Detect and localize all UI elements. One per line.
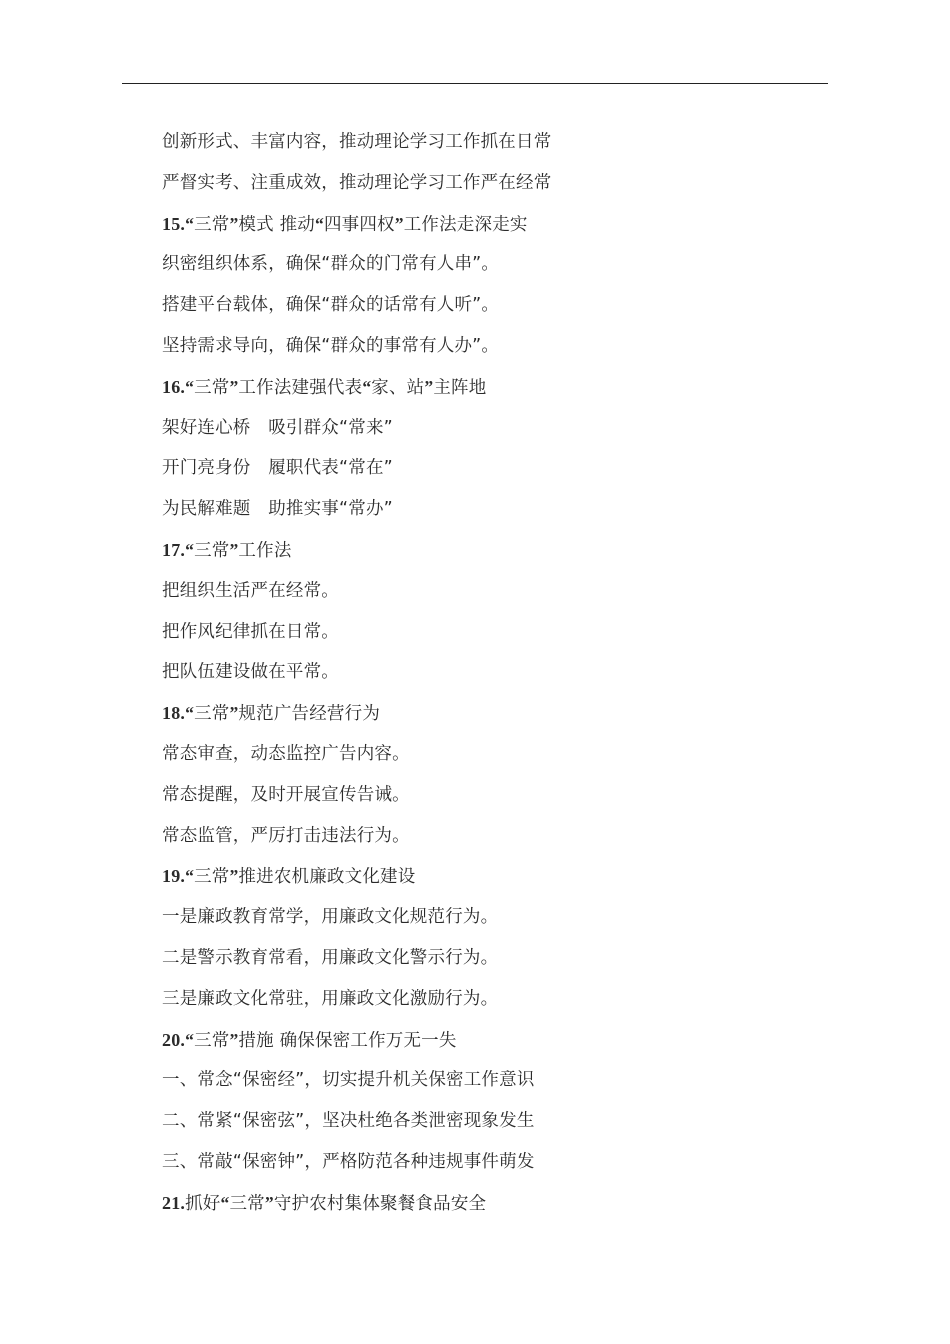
heading-text: 三常 <box>194 867 230 888</box>
heading-number: 18. <box>162 703 186 724</box>
quote-mark: “ <box>185 539 195 560</box>
body-line: 坚持需求导向，确保“群众的事常有人办”。 <box>162 335 500 356</box>
quote-mark: “ <box>185 1029 195 1050</box>
heading-number: 19. <box>162 866 186 887</box>
quote-mark: ” <box>229 539 239 560</box>
body-line: 二是警示教育常看，用廉政文化警示行为。 <box>162 947 499 968</box>
heading-text: 主阵地 <box>433 377 487 398</box>
quote-mark: “ <box>185 376 195 397</box>
body-line: 把队伍建设做在平常。 <box>162 662 339 683</box>
heading-text: 三常 <box>229 1193 265 1214</box>
section-heading <box>162 1183 842 1224</box>
heading-number: 15. <box>162 213 186 234</box>
heading-text: 三常 <box>194 540 230 561</box>
quote-mark: ” <box>264 1192 274 1213</box>
quote-mark: ” <box>229 376 239 397</box>
body-line: 把组织生活严在经常。 <box>162 580 339 601</box>
body-line: 创新形式、丰富内容，推动理论学习工作抓在日常 <box>162 132 552 152</box>
heading-text: 守护农村集体聚餐食品安全 <box>273 1193 487 1214</box>
heading-text: 模式 推动 <box>238 214 315 235</box>
body-line: 为民解难题 助推实事“常办” <box>162 499 393 520</box>
heading-text: 工作法建强代表 <box>238 377 363 398</box>
quote-mark: ” <box>229 1029 239 1050</box>
body-line: 一是廉政教育常学，用廉政文化规范行为。 <box>162 907 499 928</box>
body-line: 把作风纪律抓在日常。 <box>162 621 339 642</box>
heading-text: 措施 确保保密工作万无一失 <box>238 1030 457 1051</box>
quote-mark: ” <box>229 213 239 234</box>
section-heading <box>162 204 842 245</box>
heading-text: 抓好 <box>185 1193 221 1214</box>
heading-text: 工作法 <box>238 540 292 561</box>
section-heading <box>162 1020 842 1061</box>
heading-text: 三常 <box>194 214 230 235</box>
heading-text: 三常 <box>194 1030 230 1051</box>
quote-mark: “ <box>185 213 195 234</box>
header-rule <box>122 83 828 84</box>
heading-number: 21. <box>162 1192 186 1213</box>
heading-text: 推进农机廉政文化建设 <box>238 867 416 888</box>
quote-mark: “ <box>314 213 324 234</box>
section-heading <box>162 530 842 571</box>
heading-number: 17. <box>162 539 186 560</box>
body-line: 三是廉政文化常驻，用廉政文化激励行为。 <box>162 988 499 1009</box>
document-body <box>162 122 842 1224</box>
heading-text: 四事四权 <box>323 214 395 235</box>
body-line: 常态监管，严厉打击违法行为。 <box>162 825 410 846</box>
heading-text: 家、站 <box>371 377 425 398</box>
quote-mark: ” <box>394 213 404 234</box>
quote-mark: “ <box>220 1192 230 1213</box>
body-line: 常态审查，动态监控广告内容。 <box>162 743 410 764</box>
body-line: 搭建平台载体，确保“群众的话常有人听”。 <box>162 295 500 316</box>
body-line: 常态提醒，及时开展宣传告诫。 <box>162 784 410 805</box>
body-line: 架好连心桥 吸引群众“常来” <box>162 417 393 438</box>
body-line: 一、常念“保密经”，切实提升机关保密工作意识 <box>162 1070 535 1091</box>
heading-text: 规范广告经营行为 <box>238 704 381 725</box>
quote-mark: “ <box>185 703 195 724</box>
section-heading <box>162 856 842 897</box>
heading-text: 三常 <box>194 704 230 725</box>
body-line: 严督实考、注重成效，推动理论学习工作严在经常 <box>162 172 552 193</box>
quote-mark: “ <box>362 376 372 397</box>
heading-text: 工作法走深走实 <box>403 214 528 235</box>
quote-mark: ” <box>229 866 239 887</box>
quote-mark: ” <box>229 703 239 724</box>
section-heading <box>162 693 842 734</box>
quote-mark: “ <box>185 866 195 887</box>
heading-number: 20. <box>162 1029 186 1050</box>
heading-text: 三常 <box>194 377 230 398</box>
heading-number: 16. <box>162 376 186 397</box>
quote-mark: ” <box>424 376 434 397</box>
body-line: 二、常紧“保密弦”，坚决杜绝各类泄密现象发生 <box>162 1111 535 1132</box>
body-line: 开门亮身份 履职代表“常在” <box>162 458 393 479</box>
body-line: 织密组织体系，确保“群众的门常有人串”。 <box>162 254 500 275</box>
body-line: 三、常敲“保密钟”，严格防范各种违规事件萌发 <box>162 1151 535 1172</box>
section-heading <box>162 367 842 408</box>
